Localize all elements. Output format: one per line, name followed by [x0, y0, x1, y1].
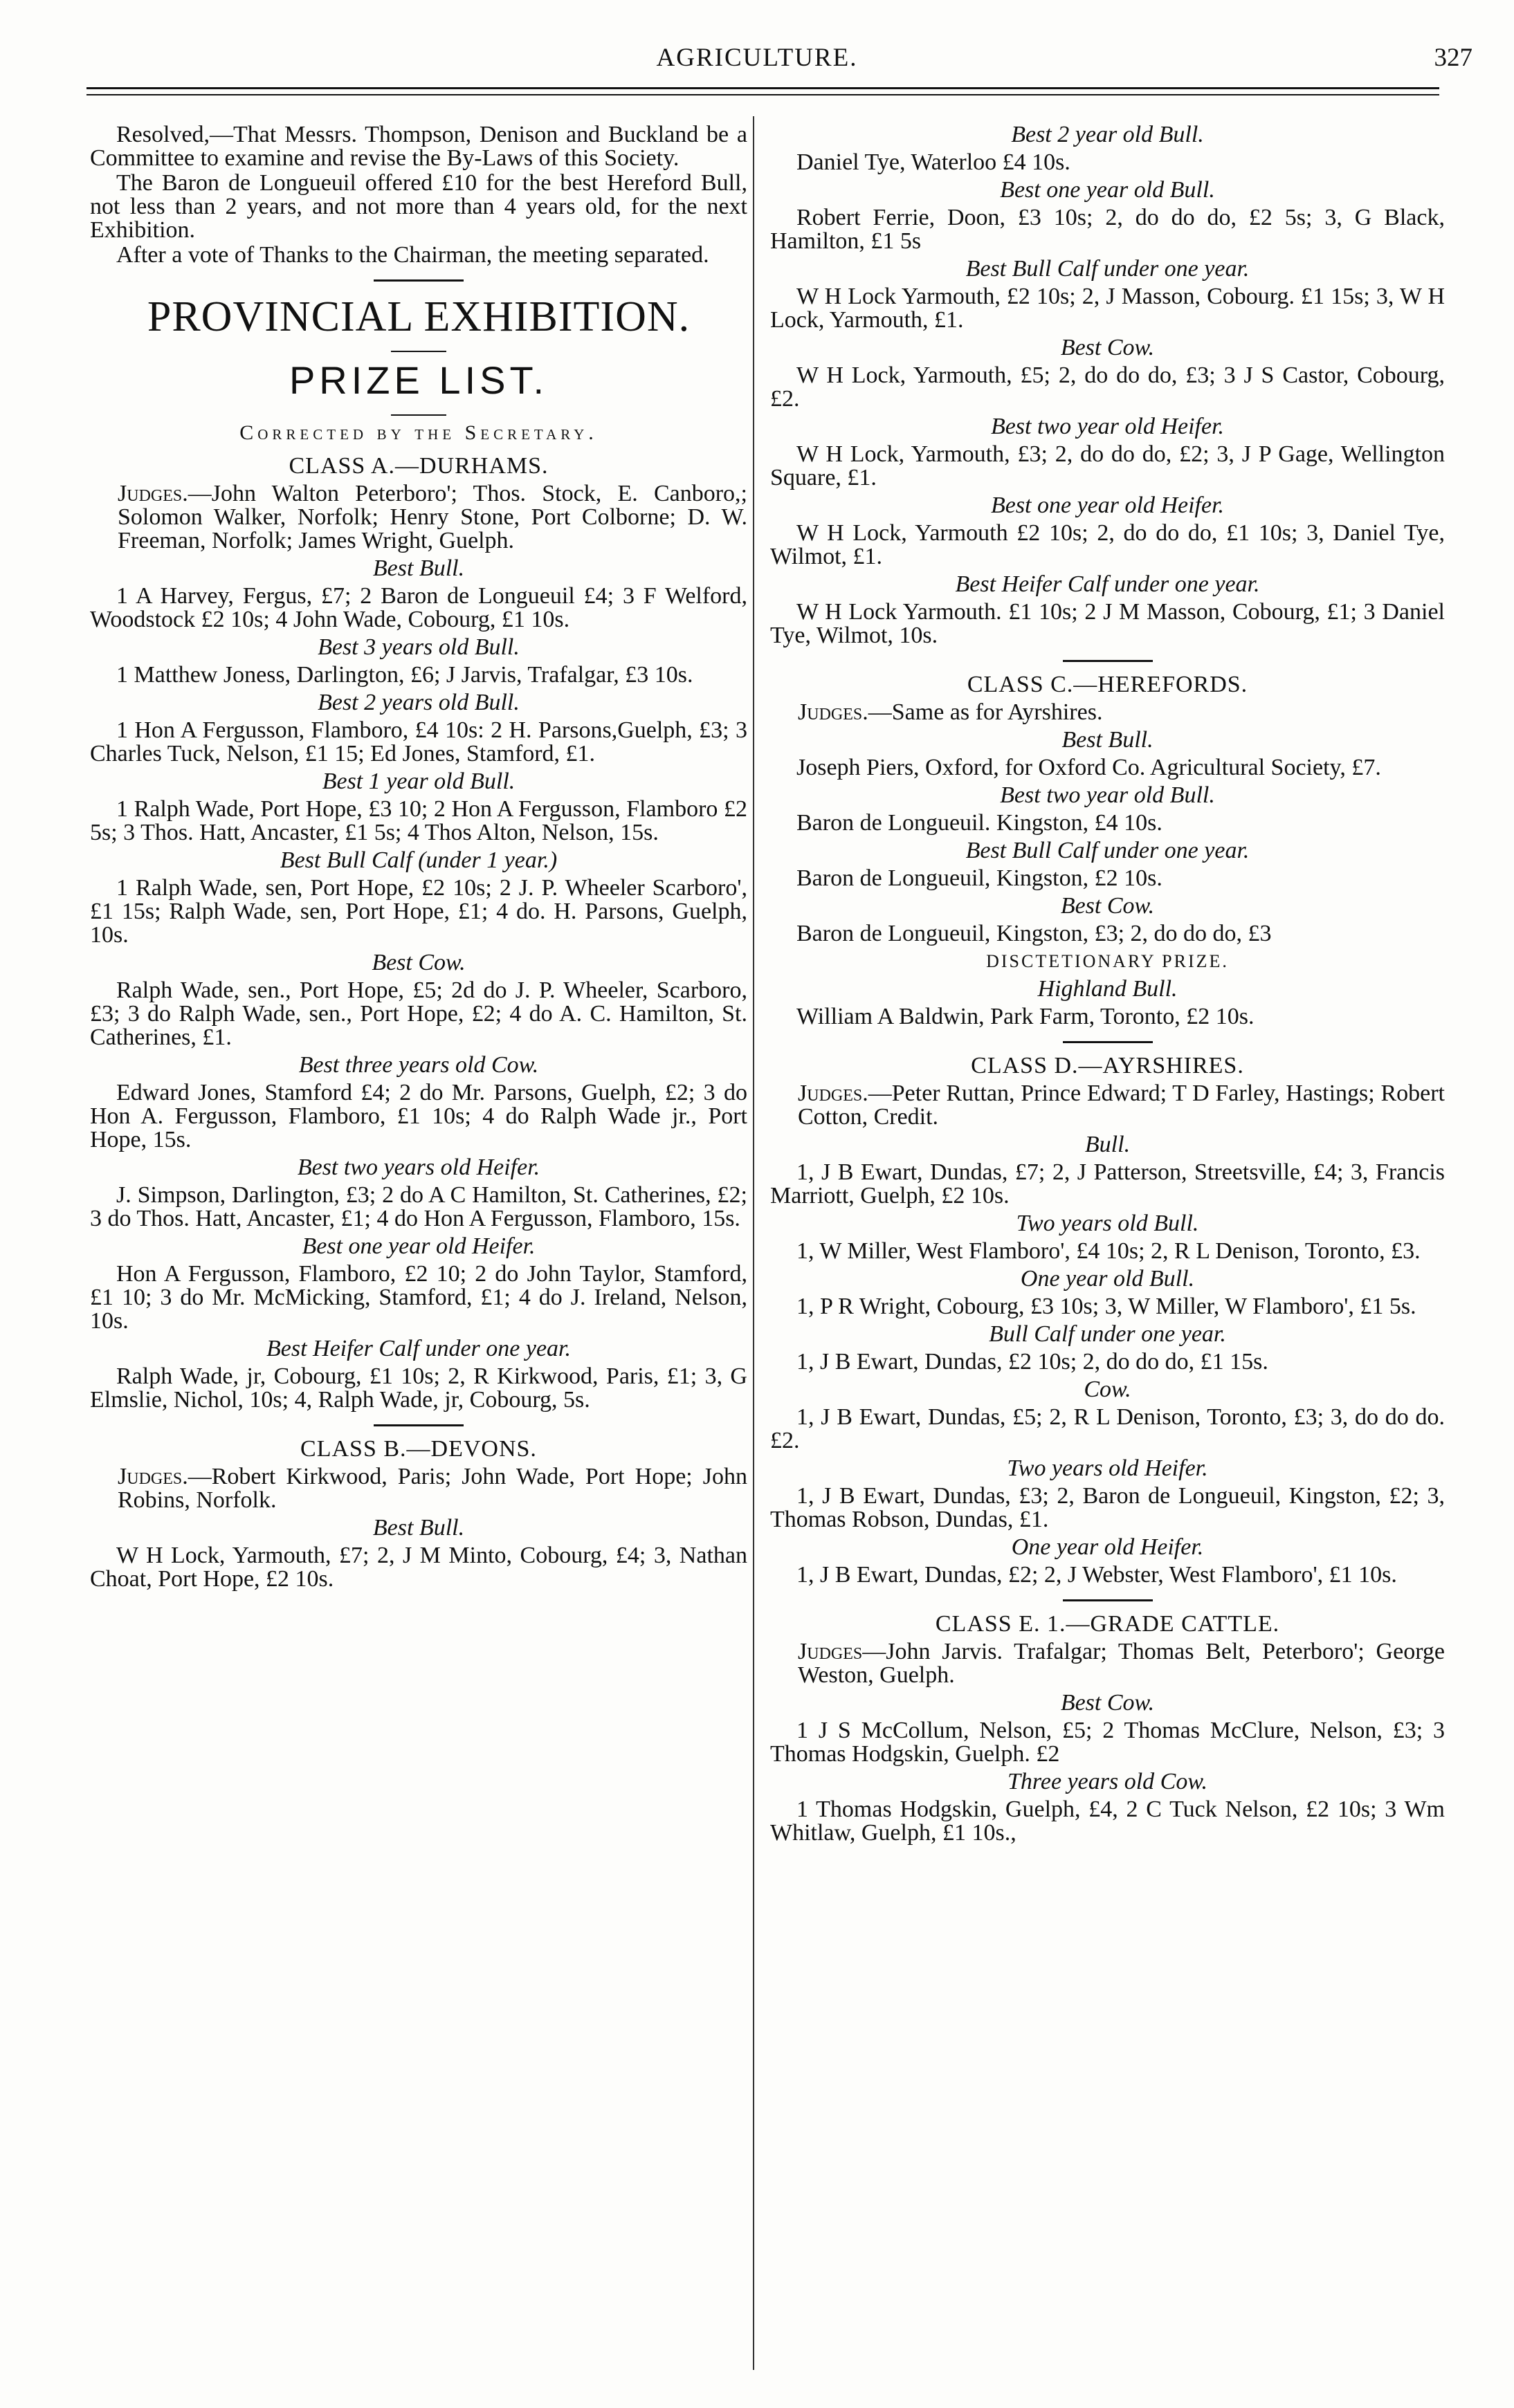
award-title: Best Cow. [1060, 1690, 1155, 1716]
award-title: Best one year old Heifer. [990, 493, 1225, 518]
award-title: Best Bull. [372, 1515, 465, 1541]
section-rule [374, 279, 464, 282]
class-d-heading: CLASS D.—AYRSHIRES. [971, 1053, 1244, 1078]
award-entry: Robert Ferrie, Doon, £3 10s; 2, do do do, £2 5s; 3, G Black, Hamilton, £1 5s [770, 205, 1445, 254]
award-title: Best 3 years old Bull. [318, 634, 520, 660]
award-title: Best 2 year old Bull. [1011, 122, 1204, 147]
discretionary-prize-heading: DISCTETIONARY PRIZE. [986, 951, 1229, 971]
award-entry: 1, J B Ewart, Dundas, £7; 2, J Patterson, Streetsville, £4; 3, Francis Marriott, Guelph, £2 10s. [770, 1159, 1445, 1208]
award-title: Highland Bull. [1037, 976, 1178, 1002]
award-entry: 1 Thomas Hodgskin, Guelph, £4, 2 C Tuck Nelson, £2 10s; 3 Wm Whitlaw, Guelph, £1 10s., [770, 1796, 1445, 1846]
judges-label: Judges. [118, 1464, 188, 1489]
running-head [0, 43, 1514, 84]
award-entry: 1 J S McCollum, Nelson, £5; 2 Thomas McClure, Nelson, £3; 3 Thomas Hodgskin, Guelph. £2 [770, 1718, 1445, 1767]
award-entry: W H Lock Yarmouth. £1 10s; 2 J M Masson, Cobourg, £1; 3 Daniel Tye, Wilmot, 10s. [770, 599, 1445, 648]
award-title: Best Cow. [1060, 893, 1155, 919]
judges-text: —John Jarvis. Trafalgar; Thomas Belt, Peterboro'; George Weston, Guelph. [798, 1639, 1445, 1688]
award-title: Best Cow. [372, 950, 466, 975]
award-entry: W H Lock, Yarmouth, £7; 2, J M Minto, Cobourg, £4; 3, Nathan Choat, Port Hope, £2 10s. [90, 1543, 747, 1592]
award-title: Two years old Bull. [1016, 1211, 1199, 1236]
award-entry: 1, J B Ewart, Dundas, £3; 2, Baron de Longueuil, Kingston, £2; 3, Thomas Robson, Dundas, £1. [770, 1483, 1445, 1532]
award-entry: W H Lock, Yarmouth £2 10s; 2, do do do, £1 10s; 3, Daniel Tye, Wilmot, £1. [770, 520, 1445, 569]
award-title: Best Bull Calf under one year. [965, 838, 1250, 863]
award-title: Best two year old Bull. [1000, 782, 1215, 808]
award-entry: W H Lock, Yarmouth, £3; 2, do do do, £2; 3, J P Gage, Wellington Square, £1. [770, 441, 1445, 490]
award-entry: Hon A Fergusson, Flamboro, £2 10; 2 do John Taylor, Stamford, £1 10; 3 do Mr. McMicking, Stamford, £1; 4 do J. Ireland, Nelson, 10s. [90, 1261, 747, 1334]
award-entry: W H Lock, Yarmouth, £5; 2, do do do, £3; 3 J S Castor, Cobourg, £2. [770, 362, 1445, 412]
award-title: Best Bull Calf (under 1 year.) [280, 847, 558, 873]
award-title: Best 1 year old Bull. [322, 769, 516, 794]
judges-label: Judges. [118, 481, 188, 506]
award-entry: 1 Ralph Wade, Port Hope, £3 10; 2 Hon A Fergusson, Flamboro £2 5s; 3 Thos. Hatt, Ancaster, £1 5s; 4 Thos Alton, Nelson, 15s. [90, 796, 747, 845]
judges-text: —Robert Kirkwood, Paris; John Wade, Port Hope; John Robins, Norfolk. [118, 1464, 747, 1513]
award-title: Best Cow. [1060, 335, 1155, 360]
award-title: Best one year old Bull. [1000, 177, 1215, 203]
award-entry: 1 A Harvey, Fergus, £7; 2 Baron de Longueuil £4; 3 F Welford, Woodstock £2 10s; 4 John Wade, Cobourg, £1 10s. [90, 583, 747, 632]
award-entry: 1, J B Ewart, Dundas, £2; 2, J Webster, West Flamboro', £1 10s. [796, 1562, 1397, 1588]
corrected-line: Corrected by the Secretary. [239, 421, 598, 444]
award-entry: Daniel Tye, Waterloo £4 10s. [796, 149, 1070, 175]
title-rule [391, 351, 446, 352]
resolution-paragraph: Resolved,—That Messrs. Thompson, Denison and Buckland be a Committee to examine and revise the By-Laws of this Society. [90, 122, 747, 171]
award-entry: Baron de Longueuil, Kingston, £3; 2, do do do, £3 [796, 921, 1272, 946]
award-entry: 1, J B Ewart, Dundas, £2 10s; 2, do do do, £1 15s. [796, 1349, 1268, 1375]
judges-text: —Same as for Ayrshires. [868, 699, 1103, 725]
award-entry: Ralph Wade, jr, Cobourg, £1 10s; 2, R Kirkwood, Paris, £1; 3, G Elmslie, Nichol, 10s; 4, Ralph Wade, jr, Cobourg, 5s. [90, 1363, 747, 1413]
class-c-heading: CLASS C.—HEREFORDS. [967, 672, 1248, 697]
section-title: PROVINCIAL EXHIBITION. [147, 293, 691, 340]
award-entry: Joseph Piers, Oxford, for Oxford Co. Agricultural Society, £7. [796, 755, 1381, 780]
class-rule [1063, 1041, 1153, 1043]
award-entry: J. Simpson, Darlington, £3; 2 do A C Hamilton, St. Catherines, £2; 3 do Thos. Hatt, Ancaster, £1; 4 do Hon A Fergusson, Flamboro, 15s. [90, 1182, 747, 1231]
class-a-judges [90, 482, 747, 553]
award-title: One year old Bull. [1020, 1266, 1195, 1292]
award-title: Cow. [1084, 1377, 1131, 1402]
left-column [90, 123, 747, 1595]
award-title: Best two years old Heifer. [297, 1155, 540, 1180]
award-title: One year old Heifer. [1011, 1534, 1204, 1560]
judges-label: Judges [798, 1639, 863, 1664]
award-title: Best Heifer Calf under one year. [266, 1336, 572, 1361]
award-title: Bull. [1084, 1132, 1131, 1157]
right-column [770, 123, 1445, 1849]
judges-text: —Peter Ruttan, Prince Edward; T D Farley, Hastings; Robert Cotton, Credit. [798, 1081, 1445, 1130]
class-e-heading: CLASS E. 1.—GRADE CATTLE. [935, 1611, 1280, 1637]
award-title: Best three years old Cow. [298, 1052, 539, 1078]
award-title: Best one year old Heifer. [302, 1233, 536, 1259]
award-title: Best Bull Calf under one year. [965, 256, 1250, 282]
column-divider [753, 116, 754, 2370]
award-entry: W H Lock Yarmouth, £2 10s; 2, J Masson, Cobourg. £1 15s; 3, W H Lock, Yarmouth, £1. [770, 284, 1445, 333]
prize-rule [391, 414, 446, 416]
class-rule [1063, 660, 1153, 662]
award-entry: Ralph Wade, sen., Port Hope, £5; 2d do J. P. Wheeler, Scarboro, £3; 3 do Ralph Wade, sen., Port Hope, £2; 4 do A. C. Hamilton, St. Catherines, £1. [90, 977, 747, 1050]
judges-label: Judges. [798, 699, 868, 725]
class-a-heading: CLASS A.—DURHAMS. [289, 453, 549, 479]
award-entry: Edward Jones, Stamford £4; 2 do Mr. Parsons, Guelph, £2; 3 do Hon A. Fergusson, Flamboro, £1 10s; 4 do Ralph Wade jr., Port Hope, 15s. [90, 1080, 747, 1152]
judges-text: —John Walton Peterboro'; Thos. Stock, E. Canboro,; Solomon Walker, Norfolk; Henry Stone, Port Colborne; D. W. Freeman, Norfolk; James Wright, Guelph. [118, 481, 747, 553]
award-entry: 1 Hon A Fergusson, Flamboro, £4 10s: 2 H. Parsons,Guelph, £3; 3 Charles Tuck, Nelson, £1 15; Ed Jones, Stamford, £1. [90, 717, 747, 766]
judges-label: Judges. [798, 1081, 868, 1106]
award-title: Three years old Cow. [1007, 1769, 1207, 1794]
award-entry: 1 Ralph Wade, sen, Port Hope, £2 10s; 2 J. P. Wheeler Scarboro', £1 15s; Ralph Wade, sen, Port Hope, £1; 4 do. H. Parsons, Guelph, 10s. [90, 875, 747, 948]
award-entry: Baron de Longueuil, Kingston, £2 10s. [796, 865, 1162, 891]
award-title: Two years old Heifer. [1007, 1455, 1208, 1481]
class-b-judges [90, 1465, 747, 1512]
class-rule [374, 1424, 464, 1426]
award-entry: William A Baldwin, Park Farm, Toronto, £2 10s. [796, 1004, 1255, 1029]
class-c-judges [770, 701, 1445, 724]
class-b-heading: CLASS B.—DEVONS. [300, 1436, 537, 1462]
award-title: Bull Calf under one year. [989, 1321, 1226, 1347]
page-number: 327 [1434, 44, 1472, 72]
offer-paragraph: The Baron de Longueuil offered £10 for the best Hereford Bull, not less than 2 years, and not more than 4 years old, for the next Exhibition. [90, 170, 747, 243]
closing-paragraph: After a vote of Thanks to the Chairman, the meeting separated. [116, 242, 709, 268]
class-rule [1063, 1599, 1153, 1601]
page-title: AGRICULTURE. [656, 44, 858, 72]
award-title: Best 2 years old Bull. [318, 690, 520, 715]
award-entry: 1, J B Ewart, Dundas, £5; 2, R L Denison, Toronto, £3; 3, do do do. £2. [770, 1404, 1445, 1453]
award-entry: 1, P R Wright, Cobourg, £3 10s; 3, W Miller, W Flamboro', £1 5s. [796, 1294, 1416, 1319]
award-title: Best Bull. [1061, 727, 1153, 753]
class-e-judges [770, 1640, 1445, 1687]
header-double-rule [86, 87, 1439, 95]
class-d-judges [770, 1082, 1445, 1129]
award-entry: 1 Matthew Joness, Darlington, £6; J Jarvis, Trafalgar, £3 10s. [116, 662, 693, 688]
prize-list-title: PRIZE LIST. [289, 358, 549, 402]
award-title: Best Bull. [372, 555, 465, 581]
award-entry: 1, W Miller, West Flamboro', £4 10s; 2, R L Denison, Toronto, £3. [796, 1238, 1421, 1264]
award-title: Best two year old Heifer. [990, 414, 1225, 439]
award-entry: Baron de Longueuil. Kingston, £4 10s. [796, 810, 1162, 836]
award-title: Best Heifer Calf under one year. [955, 571, 1260, 597]
